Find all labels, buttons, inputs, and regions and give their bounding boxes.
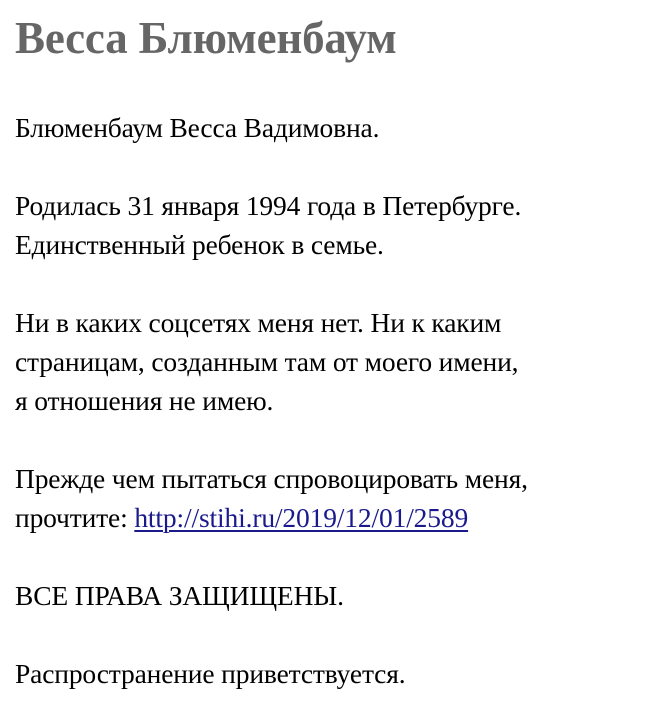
author-page — [15, 0, 660, 693]
social-line-2: страницам, созданным там от моего имени, — [15, 346, 519, 377]
page-title: Весса Блюменбаум — [15, 13, 397, 63]
rights-text: ВСЕ ПРАВА ЗАЩИЩЕНЫ. — [15, 580, 344, 611]
full-name-paragraph — [15, 108, 660, 147]
social-line-1: Ни в каких соцсетях меня нет. Ни к каким — [15, 307, 502, 338]
warning-prefix: прочтите: — [15, 502, 135, 533]
warning-line-1: Прежде чем пытаться спровоцировать меня, — [15, 463, 528, 494]
social-line-3: я отношения не имею. — [15, 385, 274, 416]
warning-paragraph — [15, 459, 660, 537]
distribution-text: Распространение приветствуется. — [15, 658, 406, 689]
rights-paragraph — [15, 576, 660, 615]
birth-paragraph — [15, 186, 660, 264]
birth-line-2: Единственный ребенок в семье. — [15, 229, 384, 260]
stihi-link[interactable]: http://stihi.ru/2019/12/01/2589 — [134, 502, 469, 533]
birth-line-1: Родилась 31 января 1994 года в Петербурге. — [15, 190, 522, 221]
warning-line-2 — [15, 498, 660, 537]
distribution-paragraph — [15, 654, 660, 693]
social-paragraph — [15, 303, 660, 420]
full-name-text: Блюменбаум Весса Вадимовна. — [15, 112, 380, 143]
